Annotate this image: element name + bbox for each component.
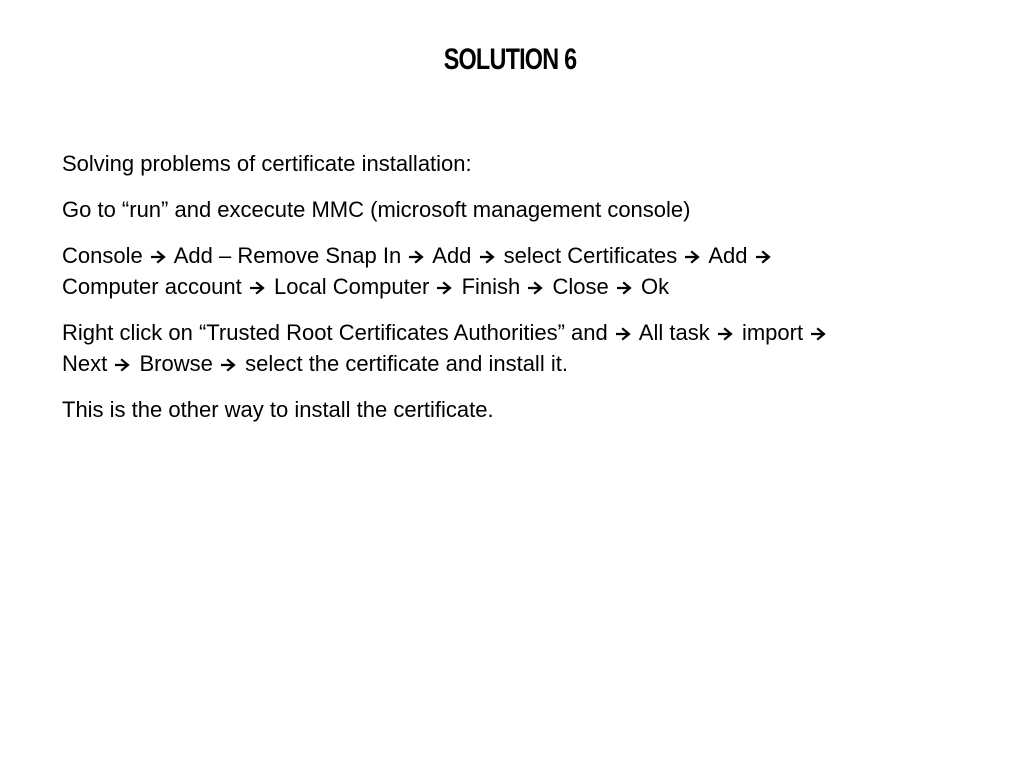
text-segment: Local Computer xyxy=(274,274,430,299)
text-segment: Close xyxy=(552,274,609,299)
slide-body xyxy=(62,148,972,440)
text-segment: Add xyxy=(708,243,748,268)
right-arrow-icon xyxy=(617,281,633,295)
slide-title: SOLUTION 6 xyxy=(443,43,577,76)
paragraph-import-steps xyxy=(62,317,972,379)
text-segment: select Certificates xyxy=(503,243,678,268)
right-arrow-icon xyxy=(616,327,632,341)
text-segment: select the certificate and install it. xyxy=(245,351,568,376)
text-segment: Add – Remove Snap In xyxy=(173,243,402,268)
text-segment: Right click on “Trusted Root Certificates Authorities” and xyxy=(62,320,608,345)
text-segment: Go to “run” and excecute MMC (microsoft management console) xyxy=(62,197,691,222)
right-arrow-icon xyxy=(685,250,701,264)
paragraph-console-steps xyxy=(62,240,972,302)
text-segment: Solving problems of certificate installation: xyxy=(62,151,472,176)
text-segment: Computer account xyxy=(62,274,242,299)
paragraph-intro xyxy=(62,148,972,179)
text-segment: Browse xyxy=(139,351,213,376)
right-arrow-icon xyxy=(409,250,425,264)
right-arrow-icon xyxy=(151,250,167,264)
text-segment: All task xyxy=(638,320,710,345)
paragraph-closing xyxy=(62,394,972,425)
right-arrow-icon xyxy=(756,250,772,264)
right-arrow-icon xyxy=(221,358,237,372)
text-segment: Add xyxy=(432,243,472,268)
right-arrow-icon xyxy=(437,281,453,295)
text-segment: import xyxy=(741,320,804,345)
right-arrow-icon xyxy=(250,281,266,295)
right-arrow-icon xyxy=(528,281,544,295)
text-segment: Next xyxy=(62,351,108,376)
text-segment: This is the other way to install the certificate. xyxy=(62,397,494,422)
text-segment: Ok xyxy=(641,274,670,299)
right-arrow-icon xyxy=(115,358,131,372)
paragraph-run-mmc xyxy=(62,194,972,225)
text-segment: Finish xyxy=(461,274,521,299)
text-segment: Console xyxy=(62,243,143,268)
right-arrow-icon xyxy=(718,327,734,341)
right-arrow-icon xyxy=(480,250,496,264)
right-arrow-icon xyxy=(811,327,827,341)
